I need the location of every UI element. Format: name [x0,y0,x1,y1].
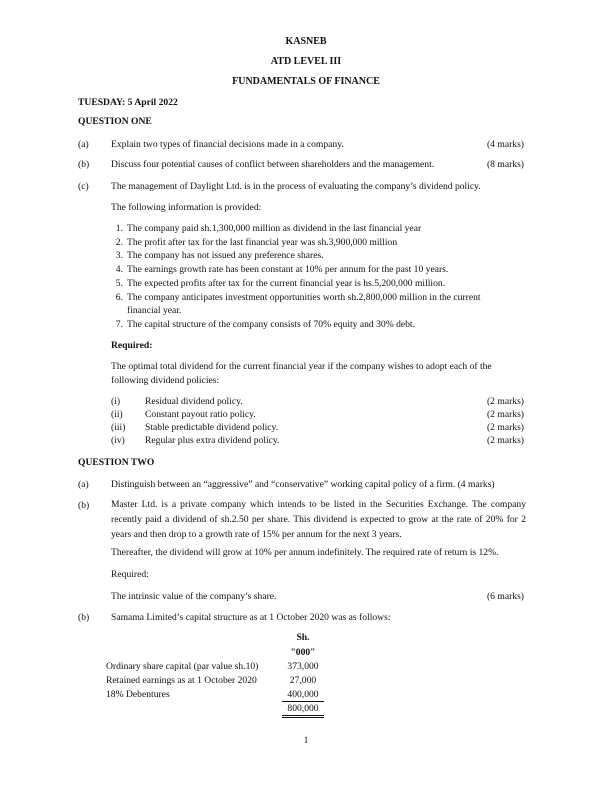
q2b-required: Required: [111,569,149,580]
list-text: The company has not issued any preference shares. [127,250,324,261]
exam-subject: FUNDAMENTALS OF FINANCE [232,76,380,87]
q2b-label: (b) [78,500,90,511]
list-number: 6. [115,292,123,303]
table-row-label: Ordinary share capital (par value sh.10) [106,661,259,672]
list-text: The expected profits after tax for the current financial year is hs.5,200,000 million. [127,278,446,289]
q1a-text: Explain two types of financial decisions made in a company. [111,139,344,150]
q1c-requirement-line2: following dividend policies: [111,375,220,386]
policy-text: Constant payout ratio policy. [145,409,256,420]
table-total-rule-bottom [282,715,324,716]
q1b-label: (b) [78,159,90,170]
table-total-rule-top [282,701,324,702]
list-text: The earnings growth rate has been constant at 10% per annum for the past 10 years. [127,264,449,275]
q1a-marks: (4 marks) [486,139,524,150]
policy-text: Stable predictable dividend policy. [145,422,279,433]
table-total-rule-double [282,717,324,718]
list-number: 5. [115,278,123,289]
q1c-intro: The management of Daylight Ltd. is in the process of evaluating the company’s dividend policy. [111,181,481,192]
table-row-value: 373,000 [287,661,319,672]
list-text: The company paid sh.1,300,000 million as dividend in the last financial year [127,223,422,234]
q2a-text: Distinguish between an “aggressive” and “conservative” working capital policy of a firm. (4 marks) [111,479,495,490]
q2b2-label: (b) [78,612,90,623]
list-number: 3. [115,250,123,261]
q2b2-text: Samama Limited’s capital structure as at 1 October 2020 was as follows: [111,612,391,623]
q2b-thereafter: Thereafter, the dividend will grow at 10% per annum indefinitely. The required rate of return is 12%. [111,547,499,558]
list-text: The profit after tax for the last financial year was sh.3,900,000 million [127,237,398,248]
list-text: The company anticipates investment opportunities worth sh.2,800,000 million in the current [127,292,481,303]
policy-marks: (2 marks) [486,409,524,420]
q1c-label: (c) [78,181,89,192]
table-row-value: 27,000 [289,675,317,686]
policy-marks: (2 marks) [486,396,524,407]
q1a-label: (a) [78,139,89,150]
policy-roman: (ii) [111,409,123,420]
exam-date: TUESDAY: 5 April 2022 [78,97,178,108]
list-item-6-continuation: financial year. [127,305,182,316]
exam-body: KASNEB [285,36,327,47]
policy-roman: (iv) [111,435,125,446]
policy-marks: (2 marks) [486,422,524,433]
q1b-marks: (8 marks) [486,159,524,170]
table-total-value: 800,000 [287,703,319,714]
page-number: 1 [303,735,309,746]
list-text: The capital structure of the company consists of 70% equity and 30% debt. [127,319,415,330]
q1c-info: The following information is provided: [111,202,262,213]
policy-text: Residual dividend policy. [145,396,243,407]
policy-text: Regular plus extra dividend policy. [145,435,280,446]
policy-marks: (2 marks) [486,435,524,446]
q2a-label: (a) [78,479,89,490]
policy-roman: (i) [111,396,121,407]
q1c-required: Required: [111,340,153,351]
q2b-paragraph: Master Ltd. is a private company which intends to be listed in the Securities Exchange. The company recently paid a dividend of sh.2.50 per share. This dividend is expected to grow at the rate of 20% for 2 years and then drop to a growth rate of 15% per annum for the next 3 years. [111,499,526,540]
table-row-label: 18% Debentures [106,689,170,700]
table-row-label: Retained earnings as at 1 October 2020 [106,675,257,686]
table-col-head-currency: Sh. [296,632,310,643]
list-number: 1. [115,223,123,234]
policy-roman: (iii) [111,422,126,433]
list-number: 4. [115,264,123,275]
question-one-title: QUESTION ONE [78,116,152,127]
question-two-title: QUESTION TWO [78,457,155,468]
q2b-marks: (6 marks) [486,591,524,602]
table-row-value: 400,000 [287,689,319,700]
exam-level: ATD LEVEL III [270,56,342,67]
q2b-task: The intrinsic value of the company’s share. [111,591,277,602]
q1c-requirement-line1: The optimal total dividend for the current financial year if the company wishes to adopt each of the [111,361,492,372]
list-number: 2. [115,237,123,248]
list-number: 7. [115,319,123,330]
q1b-text: Discuss four potential causes of conflict between shareholders and the management. [111,159,435,170]
table-col-head-units: "000" [290,647,316,658]
